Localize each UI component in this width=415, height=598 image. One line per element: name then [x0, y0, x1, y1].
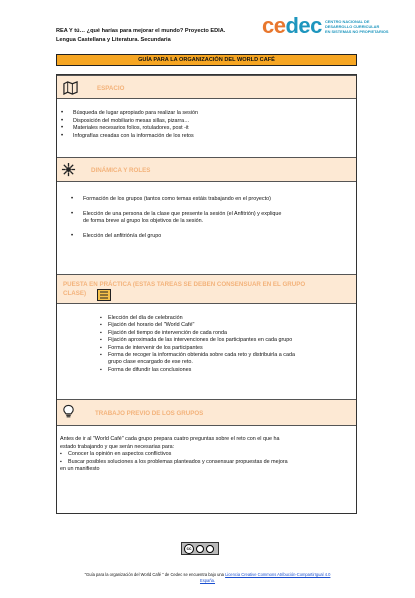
- logo-text-a: ce: [262, 13, 286, 38]
- list-item: ▪ Forma de recoger la información obtenida sobre cada reto y distribuirla a cada: [100, 352, 355, 359]
- list-icon: [97, 289, 111, 301]
- cc-logo-icon: cc: [184, 544, 194, 554]
- list-item-line: ▪ Buscar posibles soluciones a los problemas planteados y consensuar propuestas de mejora: [68, 458, 288, 465]
- section-puesta-header: [57, 274, 356, 304]
- list-item-continuation: grupo clase encargado de ese reto.: [108, 359, 193, 366]
- header-title-line2: Lengua Castellana y Literatura. Secundaria: [56, 36, 171, 43]
- list-item: ▪ Elección del día de celebración: [100, 315, 355, 322]
- list-item: • Infografías creadas con la información de los retos: [61, 133, 351, 141]
- section-dinamica-title: DINÁMICA Y ROLES: [91, 167, 151, 174]
- dinamica-list: [71, 196, 351, 240]
- list-item: [71, 211, 351, 226]
- cedec-logo: [262, 15, 322, 37]
- header-title-line1: REA Y tú… ¿qué harías para mejorar el mundo? Proyecto EDIA.: [56, 28, 226, 34]
- trabajo-content: [60, 436, 354, 474]
- logo-text-b: dec: [285, 13, 322, 38]
- list-item: • Disposición del mobiliario mesas sillas, pizarra…: [61, 118, 351, 126]
- sa-share-alike-icon: [206, 545, 214, 553]
- guide-frame: [56, 74, 357, 514]
- list-item-line: de forma breve al grupo los objetivos de la sesión.: [83, 218, 204, 225]
- section-espacio-title: ESPACIO: [97, 85, 125, 92]
- guide-title: GUÍA PARA LA ORGANIZACIÓN DEL WORLD CAFÉ: [56, 54, 357, 66]
- trabajo-intro-line1: Antes de ir al "World Café" cada grupo prepara cuatro preguntas sobre el reto con el que ha: [60, 436, 280, 442]
- list-item-continuation: en un manifiesto: [60, 466, 100, 473]
- cc-license-badge[interactable]: [181, 542, 219, 555]
- license-link[interactable]: Licencia Creative Commons Atribución-CompartirIgual 4.0: [225, 572, 331, 577]
- list-item: • Formación de los grupos (tantos como temas estáis trabajando en el proyecto): [71, 196, 351, 204]
- section-trabajo-title: TRABAJO PREVIO DE LOS GRUPOS: [95, 410, 204, 417]
- list-item: • Búsqueda de lugar apropiado para realizar la sesión: [61, 110, 351, 118]
- list-item: • Materiales necesarios folios, rotuladores, post -it: [61, 125, 351, 133]
- by-attribution-icon: [196, 545, 204, 553]
- section-puesta-title-line1: PUESTA EN PRÁCTICA (ESTAS TAREAS SE DEBEN CONSENSUAR EN EL GRUPO: [63, 281, 306, 288]
- list-item: • Elección del anfitrión/a del grupo: [71, 233, 351, 241]
- list-item: ▪ Conocer la opinión en aspectos conflictivos: [60, 451, 354, 459]
- section-puesta-title-line2: CLASE): [63, 290, 87, 297]
- list-item: ▪ Fijación aproximada de las intervenciones de los participantes en cada grupo: [100, 337, 355, 344]
- list-item-line: • Elección de una persona de la clase que presente la sesión (el Anfitrión) y explique: [83, 210, 282, 217]
- logo-sub-1: CENTRO NACIONAL DE: [325, 19, 370, 24]
- logo-sub-3: EN SISTEMAS NO PROPIETARIOS: [325, 29, 389, 34]
- logo-sub-2: DESARROLLO CURRICULAR: [325, 24, 380, 29]
- map-icon: [63, 80, 78, 95]
- document-header: [56, 27, 266, 44]
- list-item: ▪ Fijación del tiempo de intervención de cada ronda: [100, 330, 355, 337]
- star-people-icon: [61, 162, 76, 177]
- section-espacio-header: [57, 75, 356, 99]
- footer-text: "Guía para la organización del World Café " de Cedec se encuentra bajo una: [84, 572, 226, 577]
- list-item: [60, 459, 354, 467]
- lightbulb-icon: [61, 404, 76, 419]
- license-footer: [40, 572, 375, 584]
- list-item: ▪ Forma de difundir las conclusiones: [100, 367, 355, 374]
- list-item: ▪ Forma de intervenir de los participantes: [100, 345, 355, 352]
- section-trabajo-header: [57, 399, 356, 426]
- espacio-list: [61, 110, 351, 140]
- logo-subtitle: [325, 19, 405, 34]
- puesta-list: [100, 315, 355, 374]
- license-link-country[interactable]: España.: [199, 578, 216, 583]
- trabajo-intro-line2: estado trabajando y que serán necesarias para:: [60, 443, 175, 450]
- list-item: ▪ Fijación del horario del "World Café": [100, 322, 355, 329]
- section-dinamica-header: [57, 157, 356, 182]
